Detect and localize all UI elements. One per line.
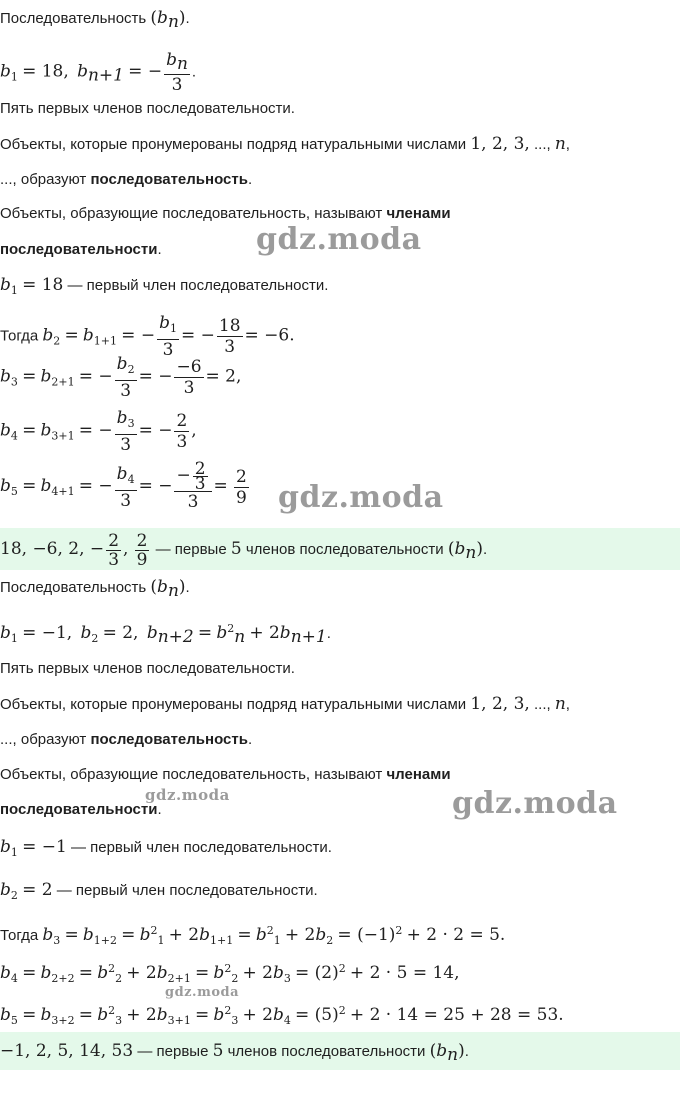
definition-4: Объекты, образующие последовательность, называют членами <box>0 766 451 783</box>
task-2: Пять первых членов последовательности. <box>0 660 295 677</box>
calc-b4: $b_4 = b_{3+1}$ = − $\frac{b_3}{3}$ = − $\frac{2}{3}$ , <box>0 408 197 455</box>
calc2-b4: $b_4 = b_{2+2} = b^2_2 + 2b_{2+1} = b^2_2 + 2b_3 = (2)^2 + 2 \cdot 5 = 14$, <box>0 962 460 985</box>
seq-title-1: Последовательность $(b_n)$. <box>0 8 190 32</box>
definition-2-cont: последовательности. <box>0 241 162 258</box>
definition-3-cont: ..., образуют последовательность. <box>0 731 253 748</box>
seq-title-2: Последовательность $(b_n)$. <box>0 577 190 601</box>
watermark-logo: gdz.moda <box>278 480 444 515</box>
formula-def-1: $b_1 = 18$, $b_{n+1}$ = − $\frac{b_n}{3}$ . <box>0 50 197 95</box>
definition-1: Объекты, которые пронумерованы подряд натуральными числами 1, 2, 3, ..., n, <box>0 134 570 154</box>
definition-3: Объекты, которые пронумерованы подряд натуральными числами 1, 2, 3, ..., n, <box>0 694 570 714</box>
watermark-logo: gdz.moda <box>256 222 422 257</box>
calc-b2: Тогда $b_2 = b_{1+1}$ = − $\frac{b_1}{3}$ = − $\frac{18}{3}$ = −6. <box>0 313 295 360</box>
result-1: 18, −6, 2, − $\frac{2}{3}$ , $\frac{2}{9}$ — первые 5 членов последовательности $(b_n)$. <box>0 528 680 570</box>
result-2: −1, 2, 5, 14, 53 — первые 5 членов последовательности $(b_n)$. <box>0 1032 680 1070</box>
fraction: $\frac{b_n}{3}$ <box>166 50 188 95</box>
calc-b3: $b_3 = b_{2+1}$ = − $\frac{b_2}{3}$ = − $\frac{-6}{3}$ = 2, <box>0 354 242 401</box>
formula-def-2: $b_1 = -1$, $b_2 = 2$, $b_{n+2} = b^2_n + 2b_{n+1}$. <box>0 622 331 647</box>
first-member-2b: $b_2 = 2$ — первый член последовательности. <box>0 880 318 902</box>
task-1: Пять первых членов последовательности. <box>0 100 295 117</box>
definition-4-cont: последовательности. <box>0 801 162 818</box>
first-member-2a: $b_1 = -1$ — первый член последовательности. <box>0 837 332 859</box>
watermark-logo: gdz.moda <box>452 786 618 821</box>
calc2-b3: Тогда $b_3 = b_{1+2} = b^2_1 + 2b_{1+1} = b^2_1 + 2b_2 = (-1)^2 + 2 \cdot 2 = 5$. <box>0 924 506 947</box>
watermark-logo-small: gdz.moda <box>165 985 240 1000</box>
calc-b5: $b_5 = b_{4+1}$ = − $\frac{b_4}{3}$ = − − $\frac{2}{3}$ 3 = $\frac{2}{9}$ <box>0 459 247 512</box>
calc2-b5: $b_5 = b_{3+2} = b^2_3 + 2b_{3+1} = b^2_3 + 2b_4 = (5)^2 + 2 \cdot 14 = 25 + 28 = 53$. <box>0 1004 564 1027</box>
definition-1-cont: ..., образуют последовательность. <box>0 171 253 188</box>
first-member-1: $b_1 = 18$ — первый член последовательности. <box>0 275 329 297</box>
definition-2: Объекты, образующие последовательность, называют членами <box>0 205 451 222</box>
watermark-logo-small: gdz.moda <box>145 786 230 804</box>
